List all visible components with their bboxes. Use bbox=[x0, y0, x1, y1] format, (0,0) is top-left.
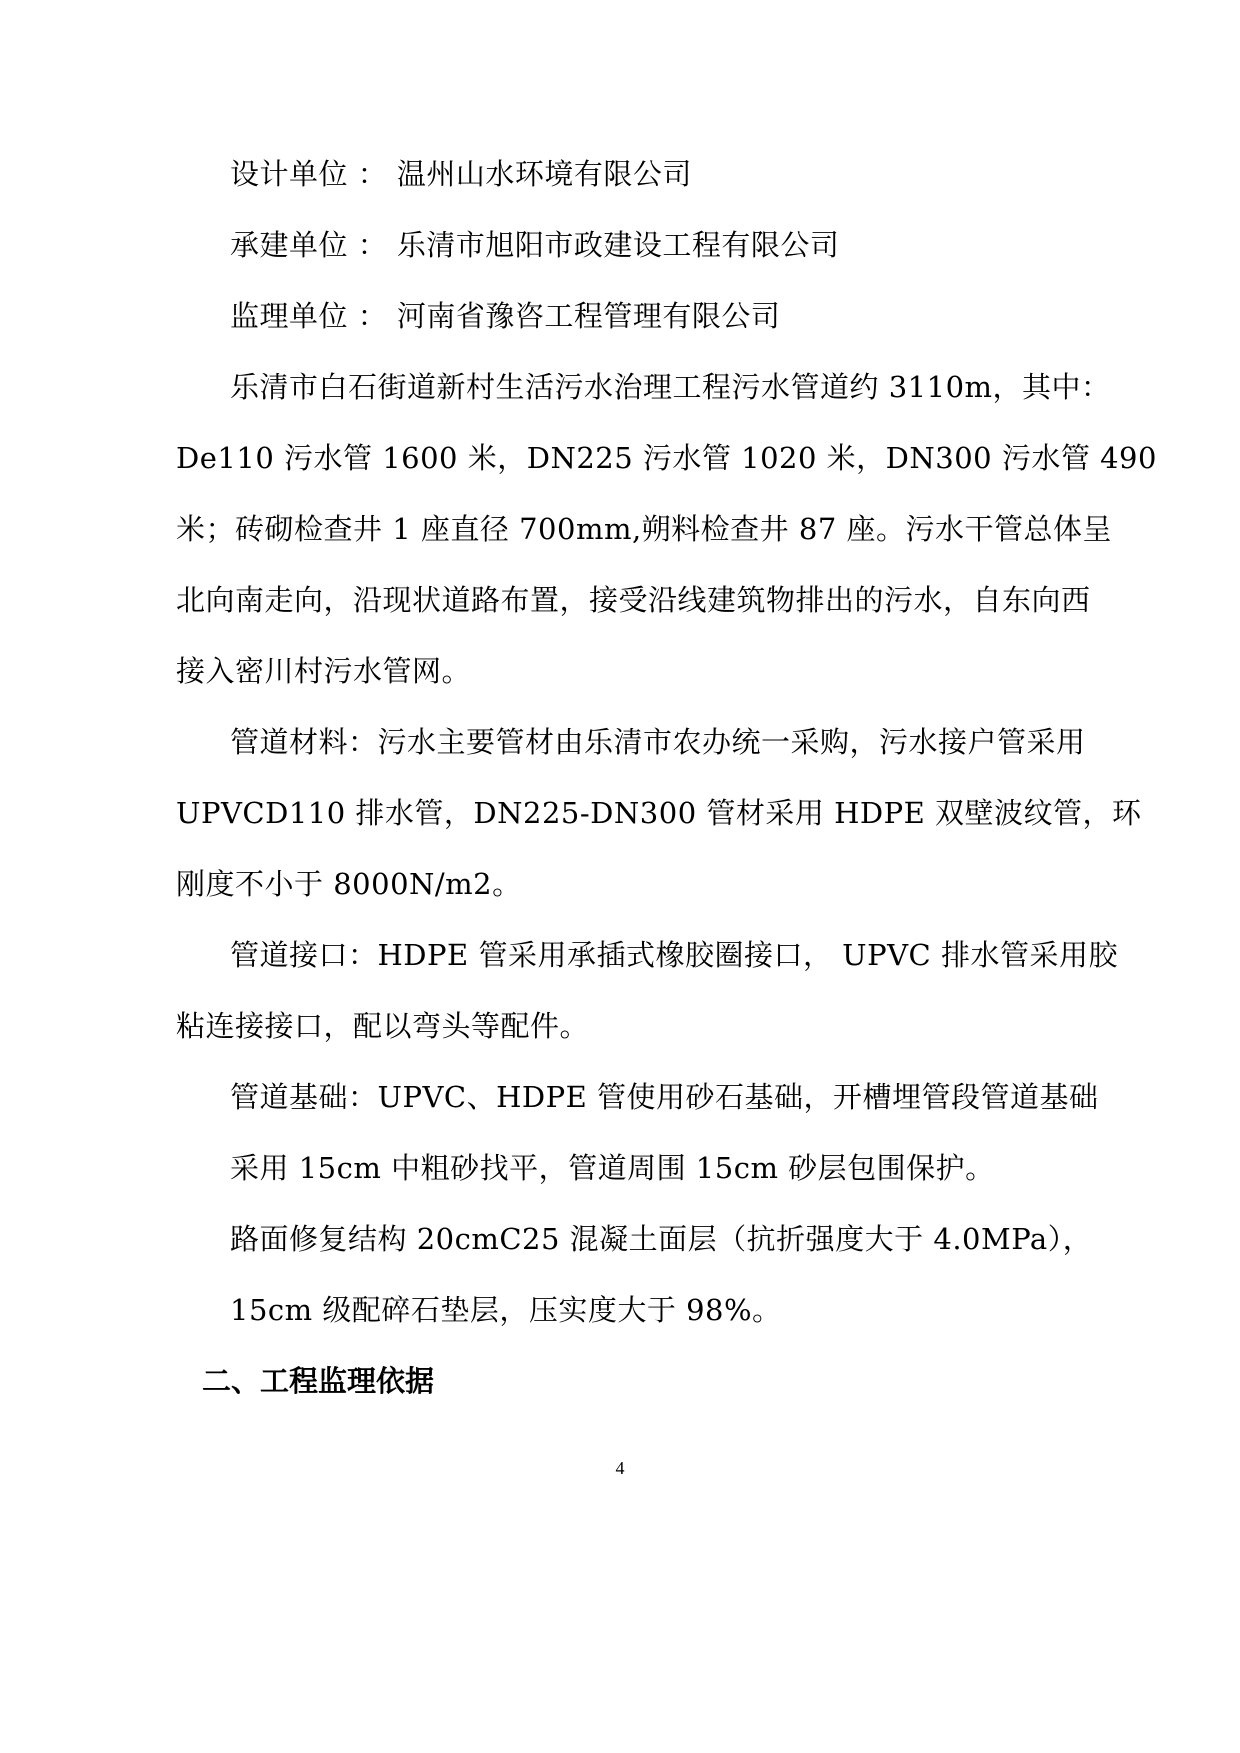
foundation-line-1: 管道基础：UPVC、HDPE 管使用砂石基础，开槽埋管段管道基础 bbox=[230, 1080, 1099, 1114]
overview-line-4: 北向南走向，沿现状道路布置，接受沿线建筑物排出的污水，自东向西 bbox=[176, 583, 1091, 617]
page-number: 4 bbox=[615, 1458, 625, 1478]
overview-line-2: De110 污水管 1600 米，DN225 污水管 1020 米，DN300 污水管 490 bbox=[176, 441, 1157, 475]
joints-line-1: 管道接口：HDPE 管采用承插式橡胶圈接口， UPVC 排水管采用胶 bbox=[230, 938, 1118, 972]
materials-line-3: 刚度不小于 8000N/m2。 bbox=[176, 867, 522, 901]
overview-line-3: 米；砖砌检查井 1 座直径 700mm,朔料检查井 87 座。污水干管总体呈 bbox=[176, 512, 1113, 546]
supervision-unit-line: 监理单位 ： 河南省豫咨工程管理有限公司 bbox=[230, 299, 781, 333]
joints-line-2: 粘连接接口，配以弯头等配件。 bbox=[176, 1009, 590, 1043]
materials-line-1: 管道材料：污水主要管材由乐清市农办统一采购，污水接户管采用 bbox=[230, 725, 1086, 759]
pavement-line-2: 15cm 级配碎石垫层，压实度大于 98%。 bbox=[230, 1293, 782, 1327]
overview-line-5: 接入密川村污水管网。 bbox=[176, 654, 472, 688]
section-heading: 二、工程监理依据 bbox=[202, 1364, 435, 1398]
overview-line-1: 乐清市白石街道新村生活污水治理工程污水管道约 3110m，其中： bbox=[230, 370, 1111, 404]
design-unit-line: 设计单位 ： 温州山水环境有限公司 bbox=[230, 157, 692, 191]
foundation-line-2: 采用 15cm 中粗砂找平，管道周围 15cm 砂层包围保护。 bbox=[230, 1151, 995, 1185]
construction-unit-line: 承建单位 ： 乐清市旭阳市政建设工程有限公司 bbox=[230, 228, 840, 262]
materials-line-2: UPVCD110 排水管，DN225-DN300 管材采用 HDPE 双壁波纹管，环 bbox=[176, 796, 1142, 830]
pavement-line-1: 路面修复结构 20cmC25 混凝土面层（抗折强度大于 4.0MPa）， bbox=[230, 1222, 1093, 1256]
